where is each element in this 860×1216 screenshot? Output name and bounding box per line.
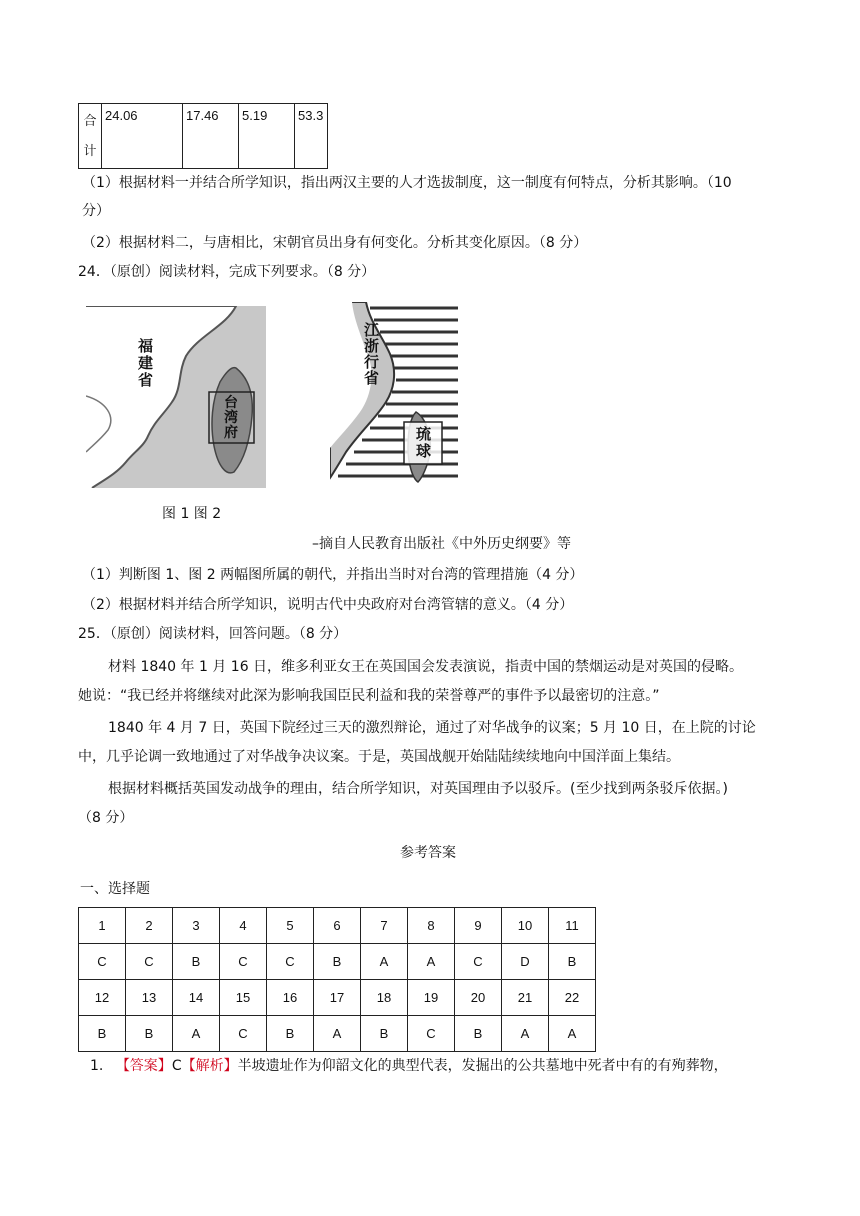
answer-cell: A bbox=[549, 1016, 596, 1052]
map-2-province-label: 江浙行省 bbox=[364, 321, 380, 387]
explanation-number: 1. bbox=[90, 1058, 104, 1074]
question-number-cell: 5 bbox=[267, 908, 314, 944]
total-value-1: 24.06 bbox=[102, 104, 183, 169]
answer-cell: B bbox=[549, 944, 596, 980]
question-number-cell: 12 bbox=[79, 980, 126, 1016]
answer-cell: B bbox=[173, 944, 220, 980]
map-2-box-label: 琉球 bbox=[416, 425, 432, 460]
answers-section-title: 一、选择题 bbox=[80, 881, 150, 897]
question-number-cell: 3 bbox=[173, 908, 220, 944]
answer-cell: C bbox=[408, 1016, 455, 1052]
q25-para3-line1: 根据材料概括英国发动战争的理由，结合所学知识，对英国理由予以驳斥。(至少找到两条驳斥依据。) bbox=[108, 781, 728, 797]
answer-cell: B bbox=[361, 1016, 408, 1052]
answer-cell: B bbox=[314, 944, 361, 980]
question-number-cell: 15 bbox=[220, 980, 267, 1016]
map-2-graphic bbox=[330, 302, 458, 484]
answer-cell: B bbox=[126, 1016, 173, 1052]
question-number-cell: 14 bbox=[173, 980, 220, 1016]
q25-heading: 25．（原创）阅读材料，回答问题。（8 分） bbox=[78, 626, 348, 642]
q25-para1-line1: 材料 1840 年 1 月 16 日，维多利亚女王在英国国会发表演说，指责中国的禁烟运动是对英国的侵略。 bbox=[108, 659, 744, 675]
answer-cell: C bbox=[455, 944, 502, 980]
question-number-cell: 4 bbox=[220, 908, 267, 944]
answer-letter: C bbox=[171, 1058, 182, 1074]
total-value-4: 53.3 bbox=[295, 104, 328, 169]
answers-title: 参考答案 bbox=[400, 845, 456, 861]
question-number-cell: 13 bbox=[126, 980, 173, 1016]
answer-cell: C bbox=[220, 944, 267, 980]
answer-cell: B bbox=[267, 1016, 314, 1052]
answer-cell: C bbox=[79, 944, 126, 980]
answer-cell: A bbox=[408, 944, 455, 980]
q25-para2-line2: 中，几乎论调一致地通过了对华战争决议案。于是，英国战舰开始陆陆续续地向中国洋面上集结。 bbox=[78, 749, 680, 765]
question-number-cell: 18 bbox=[361, 980, 408, 1016]
answer-cell: A bbox=[173, 1016, 220, 1052]
total-table bbox=[78, 103, 328, 169]
q24-heading: 24．（原创）阅读材料，完成下列要求。（8 分） bbox=[78, 264, 376, 280]
answer-cell: B bbox=[455, 1016, 502, 1052]
answer-cell: A bbox=[314, 1016, 361, 1052]
answer-cell: D bbox=[502, 944, 549, 980]
question-number-cell: 19 bbox=[408, 980, 455, 1016]
map-figure-1 bbox=[86, 306, 266, 488]
question-number-cell: 9 bbox=[455, 908, 502, 944]
question-number-cell: 7 bbox=[361, 908, 408, 944]
map-1-box-label: 台湾府 bbox=[224, 395, 238, 441]
table-row bbox=[79, 104, 328, 169]
total-value-2: 17.46 bbox=[183, 104, 239, 169]
material-source: –摘自人民教育出版社《中外历史纲要》等 bbox=[312, 536, 571, 552]
q23-sub2: （2）根据材料二，与唐相比，宋朝官员出身有何变化。分析其变化原因。（8 分） bbox=[82, 235, 588, 251]
analysis-tag: 【解析】 bbox=[181, 1058, 238, 1074]
question-number-cell: 16 bbox=[267, 980, 314, 1016]
question-number-cell: 22 bbox=[549, 980, 596, 1016]
q23-sub1-line1: （1）根据材料一并结合所学知识，指出两汉主要的人才选拔制度，这一制度有何特点，分析其影响。（10 bbox=[82, 175, 732, 191]
total-value-3: 5.19 bbox=[239, 104, 295, 169]
question-number-cell: 1 bbox=[79, 908, 126, 944]
answer-cell: A bbox=[361, 944, 408, 980]
q25-para1-line2: 她说：“我已经并将继续对此深为影响我国臣民利益和我的荣誉尊严的事件予以最密切的注意。” bbox=[78, 688, 660, 704]
table-row bbox=[79, 944, 596, 980]
answer-cell: C bbox=[267, 944, 314, 980]
q25-para3-line2: （8 分） bbox=[78, 810, 134, 826]
q25-para2-line1: 1840 年 4 月 7 日，英国下院经过三天的激烈辩论，通过了对华战争的议案；5 月 10 日，在上院的讨论 bbox=[108, 720, 756, 736]
table-row bbox=[79, 908, 596, 944]
answer-cell: B bbox=[79, 1016, 126, 1052]
answer-cell: C bbox=[220, 1016, 267, 1052]
question-number-cell: 20 bbox=[455, 980, 502, 1016]
table-row bbox=[79, 980, 596, 1016]
analysis-text: 半坡遗址作为仰韶文化的典型代表，发掘出的公共墓地中死者中有的有殉葬物， bbox=[237, 1058, 728, 1074]
q23-sub1-line2: 分） bbox=[82, 203, 110, 219]
q24-sub1: （1）判断图 1、图 2 两幅图所属的朝代，并指出当时对台湾的管理措施（4 分） bbox=[82, 567, 584, 583]
map-figure-2 bbox=[330, 302, 458, 484]
map-1-province-label: 福建省 bbox=[138, 337, 154, 389]
question-number-cell: 6 bbox=[314, 908, 361, 944]
question-number-cell: 17 bbox=[314, 980, 361, 1016]
figure-caption: 图 1 图 2 bbox=[162, 506, 222, 522]
explanation-line bbox=[90, 1055, 728, 1077]
answer-tag: 【答案】 bbox=[115, 1058, 172, 1074]
table-row bbox=[79, 1016, 596, 1052]
question-number-cell: 21 bbox=[502, 980, 549, 1016]
answer-cell: A bbox=[502, 1016, 549, 1052]
question-number-cell: 11 bbox=[549, 908, 596, 944]
question-number-cell: 10 bbox=[502, 908, 549, 944]
q24-sub2: （2）根据材料并结合所学知识，说明古代中央政府对台湾管辖的意义。（4 分） bbox=[82, 597, 574, 613]
total-label-cell: 合 计 bbox=[79, 104, 102, 169]
question-number-cell: 8 bbox=[408, 908, 455, 944]
answer-cell: C bbox=[126, 944, 173, 980]
answer-table bbox=[78, 907, 596, 1052]
question-number-cell: 2 bbox=[126, 908, 173, 944]
